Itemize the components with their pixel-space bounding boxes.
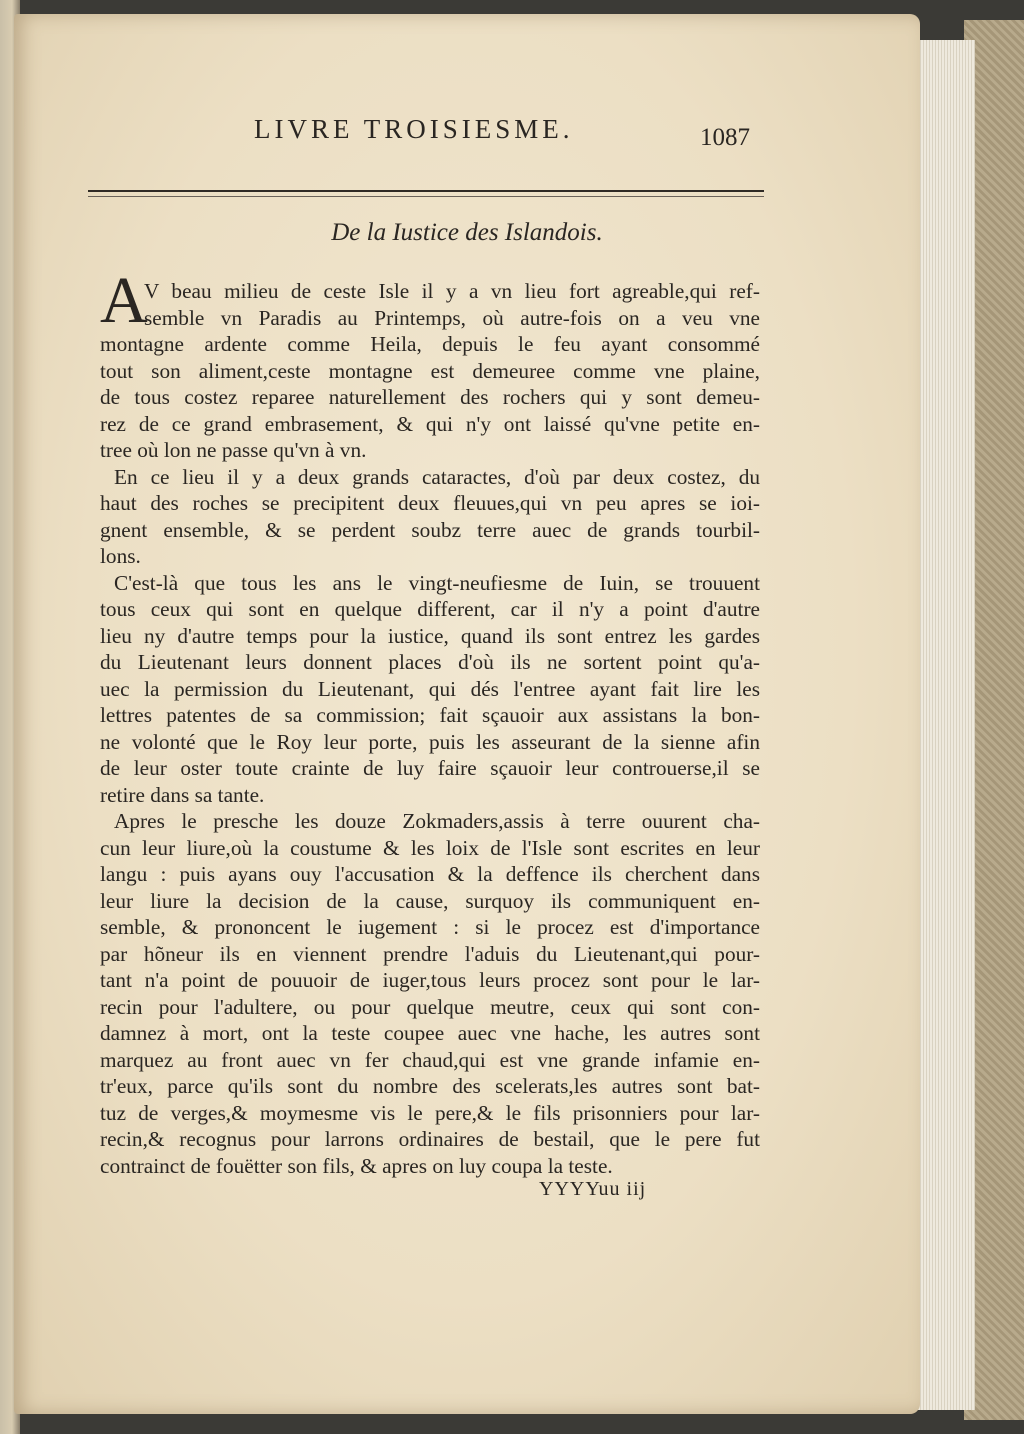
text-line: tous ceux qui sont en quelque different, car il n'y a point d'autre — [100, 597, 760, 621]
text-line: semble vn Paradis au Printemps, où autre-fois on a veu vne — [144, 305, 760, 330]
page-number: 1087 — [700, 124, 750, 151]
text-line: par hõneur ils en viennent prendre l'aduis du Lieutenant,qui pour- — [100, 941, 760, 966]
text-line: haut des roches se precipitent deux fleuues,qui vn peu apres se ioi- — [100, 491, 760, 515]
text-line: recin,& recognus pour larrons ordinaires de bestail, que le pere fut — [100, 1127, 760, 1151]
text-line: contrainct de fouëtter son fils, & apres on luy coupa la teste. — [100, 1153, 613, 1178]
text-line: tr'eux, parce qu'ils sont du nombre des scelerats,les autres sont bat- — [100, 1074, 760, 1098]
running-head: LIVRE TROISIESME. — [254, 114, 574, 144]
drop-cap: A — [100, 264, 148, 337]
text-line: C'est-là que tous les ans le vingt-neufiesme de Iuin, se trouuent — [114, 570, 760, 595]
text-line: rez de ce grand embrasement, & qui n'y ont laissé qu'vne petite en- — [100, 411, 760, 436]
text-line: En ce lieu il y a deux grands cataractes, d'où par deux costez, du — [114, 464, 760, 489]
text-line: de tous costez reparee naturellement des rochers qui y sont demeu- — [100, 385, 760, 409]
text-line: tree où lon ne passe qu'vn à vn. — [100, 438, 367, 462]
text-line: du Lieutenant leurs donnent places d'où ils ne sortent point qu'a- — [100, 650, 760, 674]
text-line: ne volonté que le Roy leur porte, puis les asseurant de la sienne afin — [100, 729, 760, 754]
text-line: marquez au front auec vn fer chaud,qui est vne grande infamie en- — [100, 1047, 760, 1072]
text-line: langu : puis ayans ouy l'accusation & la deffence ils cherchent dans — [100, 862, 760, 886]
header-rule — [88, 190, 764, 192]
text-line: lieu ny d'autre temps pour la iustice, quand ils sont entrez les gardes — [100, 623, 760, 648]
text-line: V beau milieu de ceste Isle il y a vn lieu fort agreable,qui ref- — [144, 279, 760, 303]
text-line: uec la permission du Lieutenant, qui dés l'entree ayant fait lire les — [100, 676, 760, 701]
text-line: retire dans sa tante. — [100, 782, 265, 807]
text-line: tant n'a point de pouuoir de iuger,tous leurs procez sont pour le lar- — [100, 968, 760, 992]
book-page — [14, 14, 920, 1414]
text-line: damnez à mort, ont la teste coupee auec vne hache, les autres sont — [100, 1021, 760, 1045]
text-line: cun leur liure,où la coustume & les loix de l'Isle sont escrites en leur — [100, 835, 760, 860]
chapter-title: De la Iustice des Islandois. — [331, 219, 603, 246]
text-line: lons. — [100, 544, 141, 568]
text-line: de leur oster toute crainte de luy faire sçauoir leur controuerse,il se — [100, 756, 760, 780]
text-line: tout son aliment,ceste montagne est demeuree comme vne plaine, — [100, 358, 760, 383]
text-line: lettres patentes de sa commission; fait sçauoir aux assistans la bon- — [100, 703, 760, 727]
page-edges — [915, 40, 975, 1410]
text-line: semble, & prononcent le iugement : si le procez est d'importance — [100, 915, 760, 939]
text-line: montagne ardente comme Heila, depuis le feu ayant consommé — [100, 332, 760, 356]
signature-mark: YYYYuu iij — [539, 1178, 647, 1200]
text-line: tuz de verges,& moymesme vis le pere,& le fils prisonniers pour lar- — [100, 1100, 760, 1125]
text-line: leur liure la decision de la cause, surquoy ils communiquent en- — [100, 888, 760, 913]
text-line: gnent ensemble, & se perdent soubz terre auec de grands tourbil- — [100, 517, 760, 542]
text-line: Apres le presche les douze Zokmaders,assis à terre ouurent cha- — [114, 809, 760, 833]
text-line: recin pour l'adultere, ou pour quelque meutre, ceux qui sont con- — [100, 994, 760, 1019]
